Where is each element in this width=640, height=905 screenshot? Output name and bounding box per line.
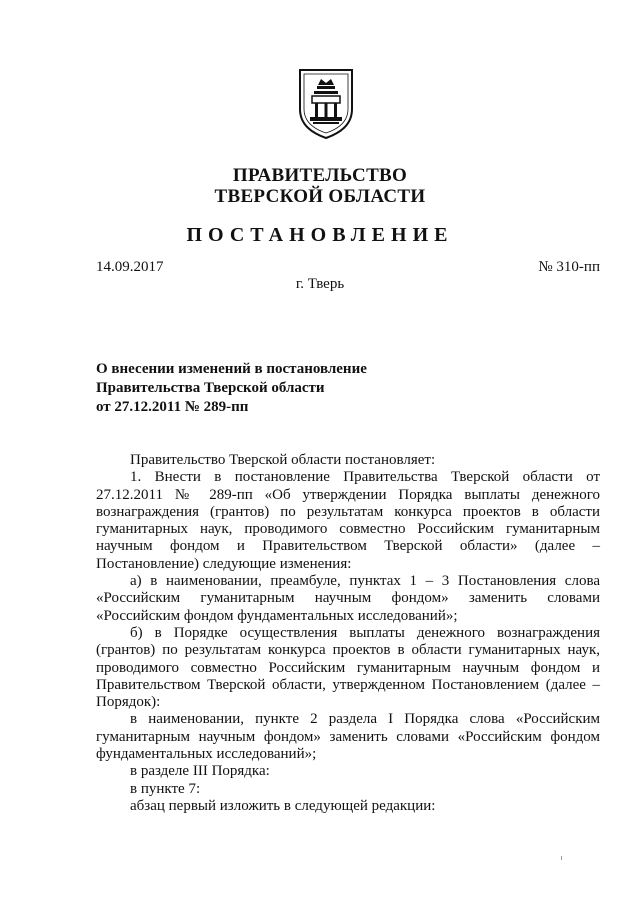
document-date: 14.09.2017: [96, 259, 164, 275]
coat-of-arms-icon: [296, 67, 356, 140]
government-title-line-2: ТВЕРСКОЙ ОБЛАСТИ: [214, 186, 426, 207]
body-paragraph: абзац первый изложить в следующей редакции:: [130, 797, 436, 814]
body-paragraph: в наименовании, пункте 2 раздела I Порядка слова «Российским гуманитарным научным фондом» заменить словами «Российским фондом фундаментальных исследований»;: [96, 711, 600, 763]
body-paragraph: а) в наименовании, преамбуле, пунктах 1 – 3 Постановления слова «Российским гуманитарным научным фондом» заменить словами «Российским фондом фундаментальных исследований»;: [96, 573, 600, 624]
subject-line-2: Правительства Тверской области: [96, 380, 325, 396]
document-type-title: ПОСТАНОВЛЕНИЕ: [186, 224, 454, 246]
body-paragraph: в разделе III Порядка:: [130, 763, 270, 780]
document-city: г. Тверь: [295, 276, 345, 292]
document-number: № 310-пп: [538, 259, 600, 275]
scan-mark: [561, 856, 566, 860]
body-paragraph: б) в Порядке осуществления выплаты денежного вознаграждения (грантов) по результатам конкурса проектов в области гуманитарных наук, проводимого совместно Российским гуманитарным научным фондом и Правительством Тверской области, утвержденном Постановлением (далее – Порядок):: [96, 624, 600, 711]
document-subject: [96, 360, 416, 417]
subject-line-1: О внесении изменений в постановление: [96, 361, 367, 377]
body-paragraph: 1. Внести в постановление Правительства Тверской области от 27.12.2011 № 289-пп «Об утверждении Порядка выплаты денежного вознаграждения (грантов) по результатам конкурса проектов в области гуманитарных наук, проводимого совместно Российским гуманитарным научным фондом и Правительством Тверской области» (далее – Постановление) следующие изменения:: [96, 469, 600, 572]
body-paragraph: Правительство Тверской области постановляет:: [130, 452, 436, 468]
government-title-line-1: ПРАВИТЕЛЬСТВО: [232, 165, 408, 186]
document-body: [96, 452, 600, 815]
body-paragraph: в пункте 7:: [130, 780, 201, 797]
subject-line-3: от 27.12.2011 № 289-пп: [96, 399, 249, 415]
